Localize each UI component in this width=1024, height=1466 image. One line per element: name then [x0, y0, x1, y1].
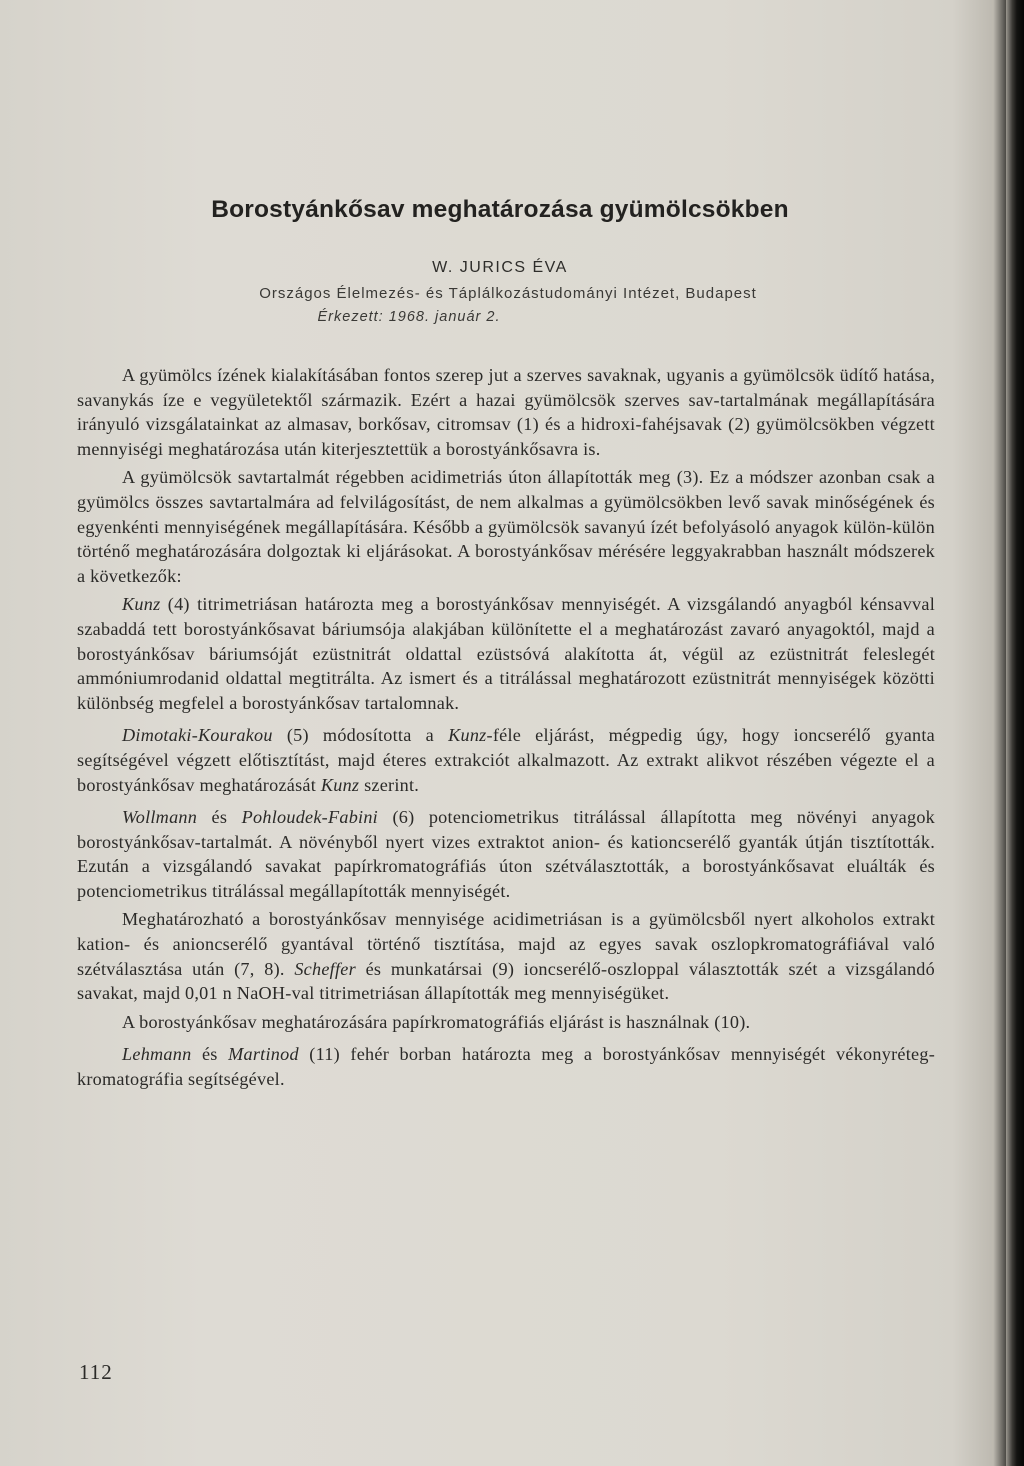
paragraph-acidimetric	[77, 907, 935, 1005]
paragraph-text: (4) titrimetriásan határozta meg a borostyánkősav mennyiségét. A vizsgálandó anyagból kénsavval szabaddá tett borostyánkősavat báriumsója alakjában különítette el a meghatározást zavaró anyagoktól, majd a borostyánkősav báriumsóját ezüstnitrát oldattal ezüstsóvá alakította át, végül az ezüstnitrát feleslegét ammóniumrodanid oldattal megtitrálta. Az ismert és a titrálással meghatározott ezüstnitrát mennyiségek közötti különbség megfelel a borostyánkősav tartalomnak.	[77, 594, 935, 713]
author-citation: Martinod	[228, 1044, 299, 1065]
paragraph-text: (5) módosította a	[272, 725, 449, 746]
paragraph-text: szerint.	[359, 774, 420, 795]
paragraph-text: és	[191, 1044, 229, 1065]
author-citation: Pohloudek-Fabini	[241, 807, 378, 828]
paragraph-kunz	[77, 592, 935, 715]
paragraph-dimotaki	[77, 723, 935, 797]
article-title: Borostyánkősav meghatározása gyümölcsökben	[211, 196, 789, 223]
received-date: Érkezett: 1968. január 2.	[317, 309, 501, 325]
paragraph-text: (11) fehér borban határozta meg a borostyánkősav mennyiségét vékonyréteg-kromatográfia segítségével.	[77, 1044, 935, 1090]
paragraph-paper-chromatography	[77, 1010, 935, 1035]
paragraph-lehmann	[77, 1042, 935, 1091]
paragraph-intro	[77, 363, 935, 461]
author-citation: Kunz	[122, 594, 161, 615]
paragraph-text: és munkatársai (9) ioncserélő-oszloppal választották szét a vizsgálandó savakat, majd 0,01 n NaOH-val titrimetriásan állapították meg mennyiségüket.	[77, 958, 935, 1004]
affiliation: Országos Élelmezés- és Táplálkozástudományi Intézet, Budapest	[259, 285, 757, 302]
paragraph-text: Meghatározható a borostyánkősav mennyisége acidimetriásan is a gyümölcsből nyert alkoholos extrakt kation- és anioncserélő gyantával történő tisztítása, majd az egyes savak oszlopkromatográfiával való szétválasztása után (7, 8).	[77, 909, 935, 979]
page-number: 112	[79, 1360, 113, 1384]
paragraph-text: -féle eljárást, mégpedig úgy, hogy ioncserélő gyanta segítségével végzett előtisztítást, majd éteres extrakciót alkalmazott. Az extrakt alikvot részében végezte el a borostyánkősav meghatározását	[77, 725, 935, 795]
author-citation: Lehmann	[122, 1044, 192, 1065]
author-citation: Wollmann	[122, 807, 198, 828]
author-citation: Dimotaki-Kourakou	[122, 725, 273, 746]
page-binding-edge	[1006, 0, 1024, 1466]
paragraph-text: A borostyánkősav meghatározására papírkromatográfiás eljárást is használnak (10).	[122, 1011, 751, 1032]
author-citation: Scheffer	[294, 958, 356, 979]
author-citation: Kunz	[320, 774, 360, 795]
author-citation: Kunz	[448, 725, 487, 746]
paragraph-wollmann	[77, 805, 935, 903]
paragraph-history	[77, 465, 935, 588]
article-body	[77, 363, 935, 1092]
paragraph-text: A gyümölcsök savtartalmát régebben acidimetriás úton állapították meg (3). Ez a módszer azonban csak a gyümölcs összes savtartalmára ad felvilágosítást, de nem alkalmas a gyümölcsökben levő savak minőségének és egyenkénti mennyiségének megállapítására. Később a gyümölcsök savanyú ízét befolyásoló anyagok külön-külön történő meghatározására dolgoztak ki eljárásokat. A borostyánkősav mérésére leggyakrabban használt módszerek a következők:	[77, 467, 935, 586]
paragraph-text: (6) potenciometrikus titrálással állapította meg növényi anyagok borostyánkősav-tartalmát. A növényből nyert vizes extraktot anion- és kationcserélő gyanták útján tisztították. Ezután a vizsgálandó savakat papírkromatográfiás úton szétválasztották, a borostyánkősavat eluálták és potenciometrikus titrálással megállapították mennyiségét.	[77, 807, 936, 901]
paragraph-text: és	[197, 807, 242, 828]
author-name: W. JURICS ÉVA	[432, 259, 568, 276]
paragraph-text: A gyümölcs ízének kialakításában fontos szerep jut a szerves savaknak, ugyanis a gyümölcsök üdítő hatása, savanykás íze e vegyületektől származik. Ezért a hazai gyümölcsök szerves sav-tartalmának megállapítására irányuló vizsgálatainkat az almasav, borkősav, citromsav (1) és a hidroxi-fahéjsavak (2) gyümölcsökben végzett mennyiségi meghatározása után kiterjesztettük a borostyánkősavra is.	[77, 365, 935, 459]
